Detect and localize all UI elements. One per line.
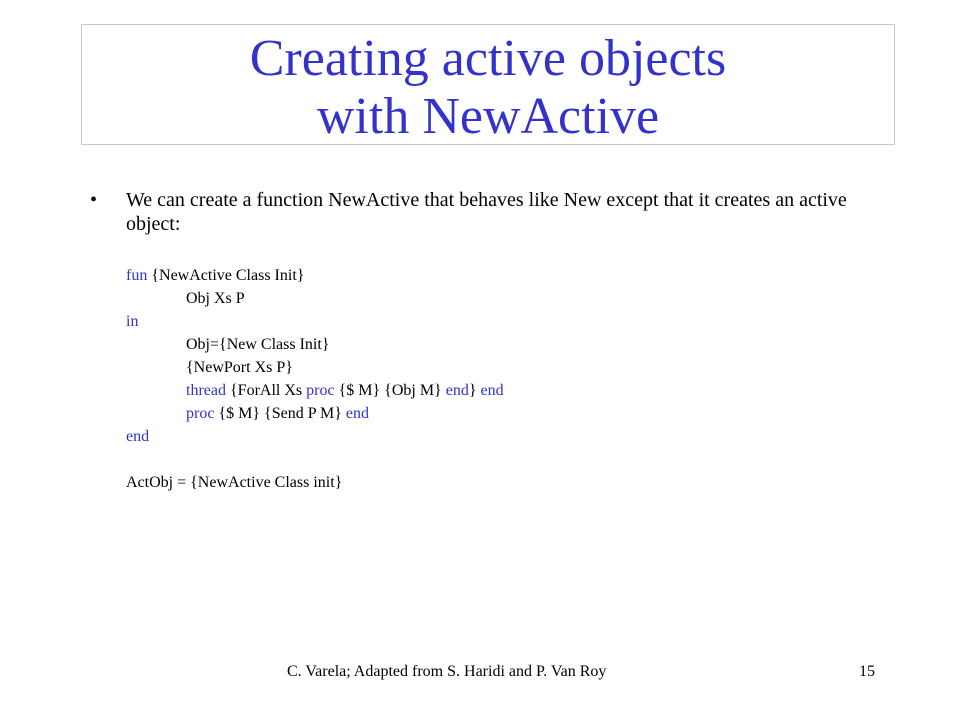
code-text: {ForAll Xs: [225, 382, 307, 399]
bullet-glyph: •: [90, 189, 98, 211]
footer-credit: C. Varela; Adapted from S. Haridi and P. Van Roy: [287, 663, 607, 680]
code-text: {NewPort Xs P}: [186, 359, 293, 376]
code-text: Obj={New Class Init}: [186, 336, 330, 353]
code-line: [126, 425, 504, 448]
code-keyword: proc: [186, 405, 215, 422]
code-text: ActObj = {NewActive Class init}: [126, 474, 343, 491]
slide-title-box: [81, 24, 895, 145]
slide-title-line-2: with NewActive: [316, 88, 660, 145]
code-text: }: [468, 382, 481, 399]
bullet-text: We can create a function NewActive that behaves like New except that it creates an active object:: [126, 189, 847, 235]
code-keyword: end: [445, 382, 469, 399]
code-line: [126, 379, 504, 402]
code-keyword: end: [126, 428, 150, 445]
code-keyword: fun: [126, 267, 148, 284]
code-line: [126, 471, 504, 494]
code-line: [126, 310, 504, 333]
code-line: [126, 264, 504, 287]
code-line: [126, 448, 504, 471]
code-line: [126, 356, 504, 379]
code-text: Obj Xs P: [186, 290, 245, 307]
code-line: [126, 402, 504, 425]
code-keyword: end: [480, 382, 504, 399]
code-keyword: proc: [306, 382, 335, 399]
slide-title-line-1: Creating active objects: [249, 30, 727, 87]
code-keyword: thread: [186, 382, 226, 399]
code-text: {NewActive Class Init}: [147, 267, 305, 284]
code-listing: [126, 264, 504, 494]
code-keyword: end: [345, 405, 370, 422]
code-text: {$ M} {Send P M}: [214, 405, 346, 422]
page-number: 15: [859, 663, 875, 680]
code-line: [126, 333, 504, 356]
code-text: {$ M} {Obj M}: [334, 382, 446, 399]
code-keyword: in: [126, 313, 139, 330]
code-line: [126, 287, 504, 310]
